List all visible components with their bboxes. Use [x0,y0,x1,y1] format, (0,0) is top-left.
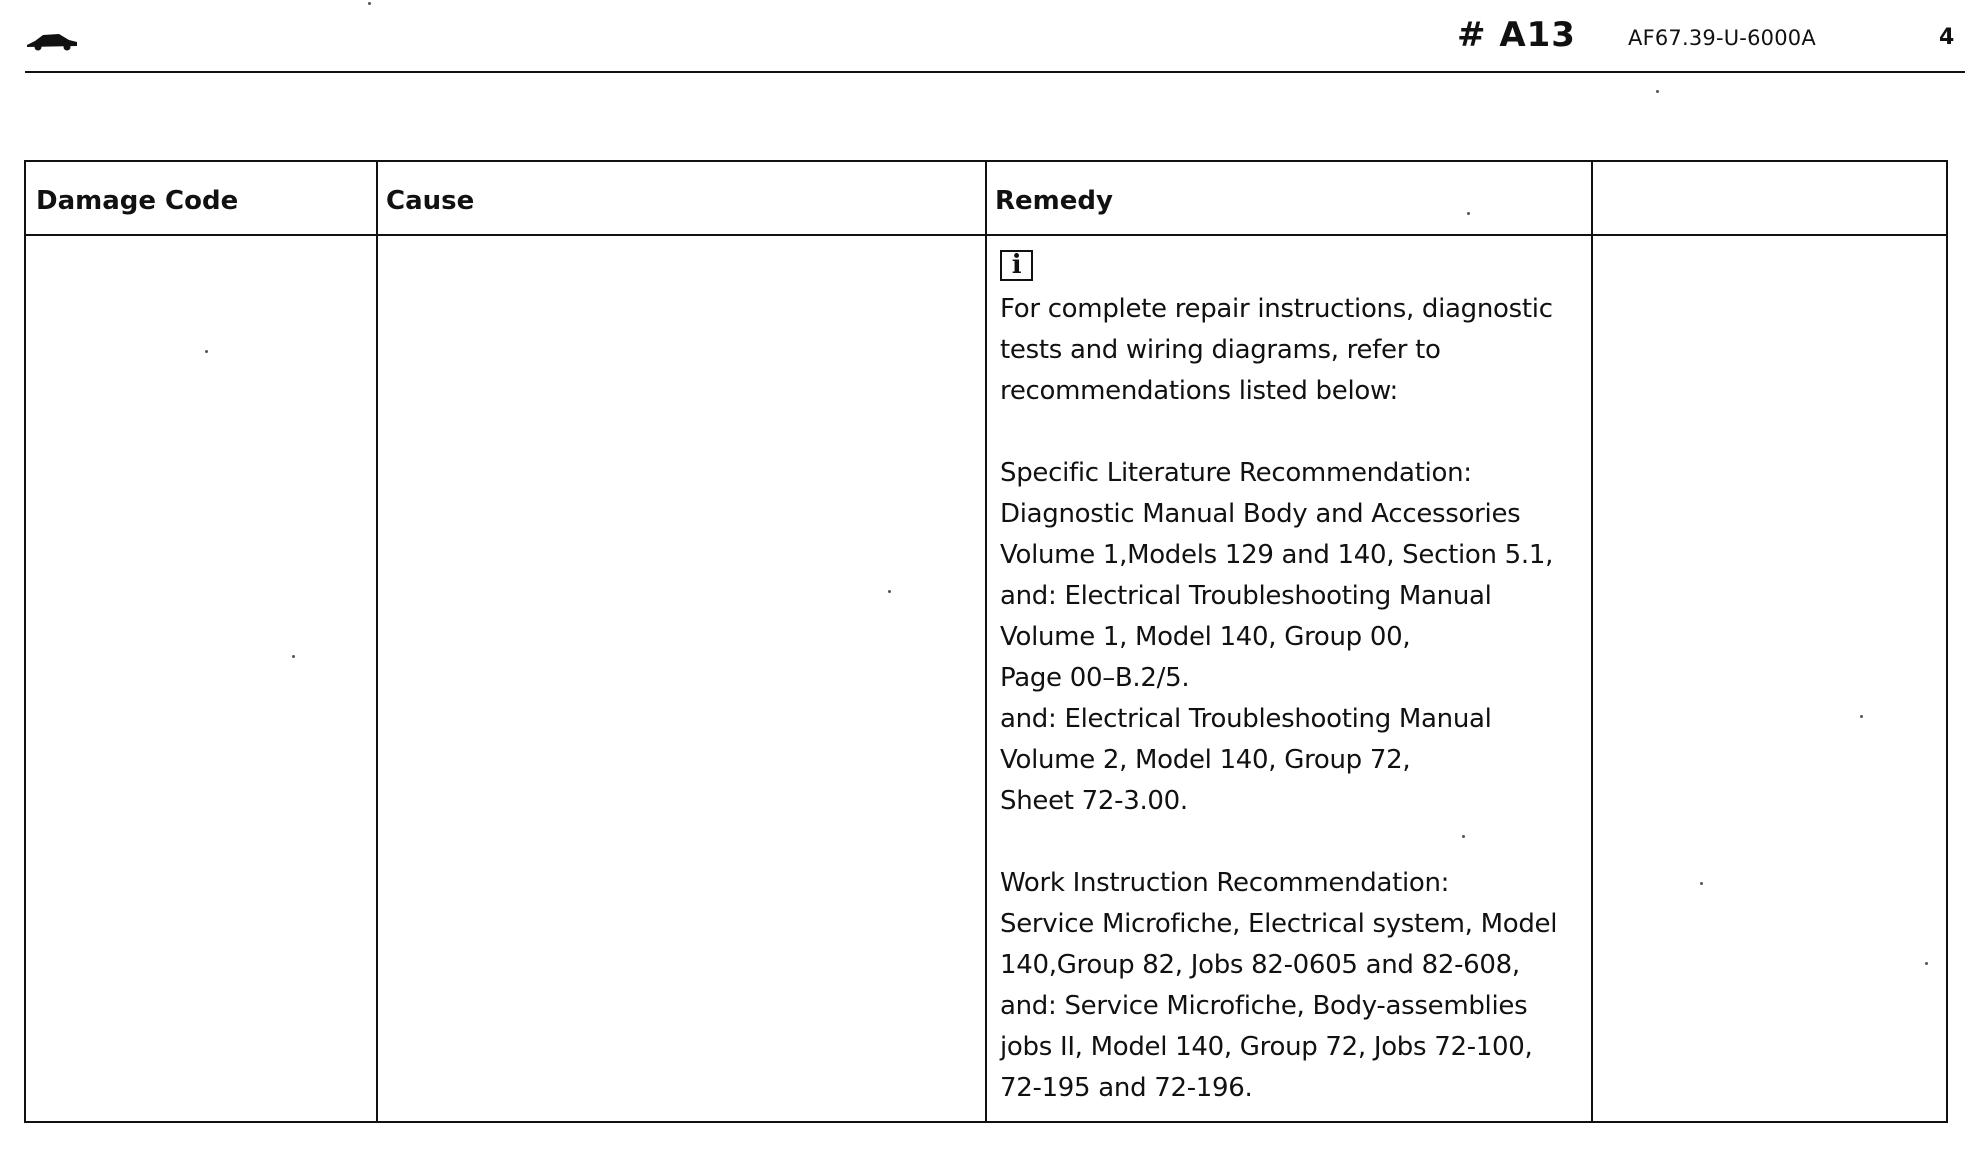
text-line: Volume 1, Model 140, Group 00, [1000,622,1411,652]
text-line: Work Instruction Recommendation: [1000,868,1450,898]
text-line: Diagnostic Manual Body and Accessories [1000,499,1521,529]
column-divider [985,162,987,1121]
text-line: Volume 1,Models 129 and 140, Section 5.1, [1000,540,1554,570]
column-divider [376,162,378,1121]
car-icon [25,30,79,52]
damage-code-table [24,160,1948,1123]
column-header-remedy: Remedy [995,186,1113,216]
remedy-intro [1000,289,1620,412]
scan-speck [1462,835,1465,838]
column-header-damage-code: Damage Code [36,186,239,216]
scan-speck [1467,212,1470,215]
info-icon: i [1000,250,1033,281]
text-line: and: Electrical Troubleshooting Manual [1000,581,1492,611]
text-line: Page 00–B.2/5. [1000,663,1190,693]
text-line: and: Electrical Troubleshooting Manual [1000,704,1492,734]
scan-speck [292,655,295,658]
column-header-cause: Cause [386,186,475,216]
info-icon-row [1000,244,1620,289]
scan-speck [1860,715,1863,718]
work-instruction-recommendation [1000,863,1620,1109]
text-line: 140,Group 82, Jobs 82-0605 and 82-608, [1000,950,1520,980]
text-line: Specific Literature Recommendation: [1000,458,1472,488]
page-header [25,0,1965,73]
text-line: jobs II, Model 140, Group 72, Jobs 72-100, [1000,1032,1533,1062]
scan-speck [205,350,208,353]
text-line: Service Microfiche, Electrical system, Model [1000,909,1558,939]
literature-recommendation [1000,453,1620,822]
document-reference: AF67.39-U-6000A [1628,26,1816,50]
header-row-divider [26,234,1946,236]
scan-speck [368,2,371,5]
text-line: Sheet 72-3.00. [1000,786,1188,816]
scan-speck [1656,90,1659,93]
document-tag: # A13 [1457,15,1576,55]
text-line: tests and wiring diagrams, refer to [1000,335,1441,365]
text-line: For complete repair instructions, diagnostic [1000,294,1553,324]
scan-speck [1700,882,1703,885]
page-number: 4 [1939,25,1955,50]
text-line: Volume 2, Model 140, Group 72, [1000,745,1411,775]
scan-speck [888,590,891,593]
text-line: recommendations listed below: [1000,376,1398,406]
scan-speck [1925,962,1928,965]
text-line: and: Service Microfiche, Body-assemblies [1000,991,1528,1021]
remedy-cell [1000,244,1620,1109]
text-line: 72-195 and 72-196. [1000,1073,1253,1103]
